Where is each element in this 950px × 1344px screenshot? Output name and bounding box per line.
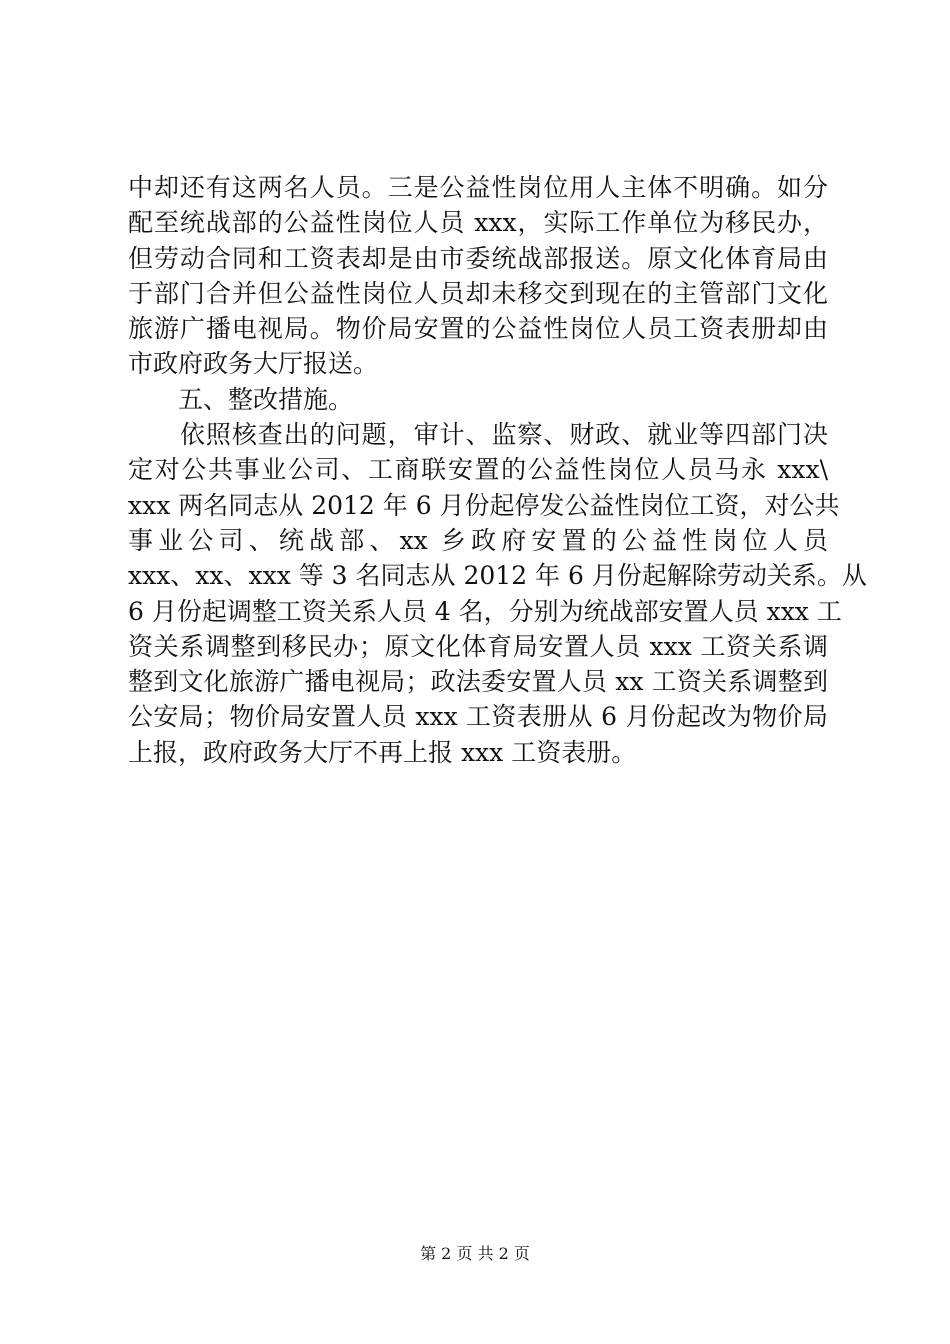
body-line: xxx、xx、xxx 等 3 名同志从 2012 年 6 月份起解除劳动关系。从 [128, 561, 867, 591]
body-line: 事业公司、统战部、xx 乡政府安置的公益性岗位人员 [128, 525, 828, 555]
body-line: 上报，政府政务大厅不再上报 xxx 工资表册。 [128, 737, 637, 767]
body-line: 市政府政务大厅报送。 [128, 349, 379, 379]
body-line: 于部门合并但公益性岗位人员却未移交到现在的主管部门文化 [128, 278, 828, 308]
body-line: 但劳动合同和工资表却是由市委统战部报送。原文化体育局由 [128, 243, 828, 273]
section-heading: 五、整改措施。 [128, 384, 354, 414]
body-line: 6 月份起调整工资关系人员 4 名，分别为统战部安置人员 xxx 工 [128, 596, 842, 626]
page-footer: 第 2 页 共 2 页 [420, 1244, 530, 1263]
body-line: 定对公共事业公司、工商联安置的公益性岗位人员马永 xxx\ [128, 455, 828, 485]
body-line: 公安局；物价局安置人员 xxx 工资表册从 6 月份起改为物价局 [128, 702, 828, 732]
document-body [128, 170, 867, 770]
body-line: 配至统战部的公益性岗位人员 xxx，实际工作单位为移民办， [128, 208, 828, 238]
body-line: 旅游广播电视局。物价局安置的公益性岗位人员工资表册却由 [128, 314, 828, 344]
body-line: 依照核查出的问题，审计、监察、财政、就业等四部门决 [128, 420, 828, 450]
body-line: xxx 两名同志从 2012 年 6 月份起停发公益性岗位工资，对公共 [128, 490, 840, 520]
body-line: 资关系调整到移民办；原文化体育局安置人员 xxx 工资关系调 [128, 631, 828, 661]
body-line: 整到文化旅游广播电视局；政法委安置人员 xx 工资关系调整到 [128, 667, 828, 697]
body-line: 中却还有这两名人员。三是公益性岗位用人主体不明确。如分 [128, 173, 828, 202]
